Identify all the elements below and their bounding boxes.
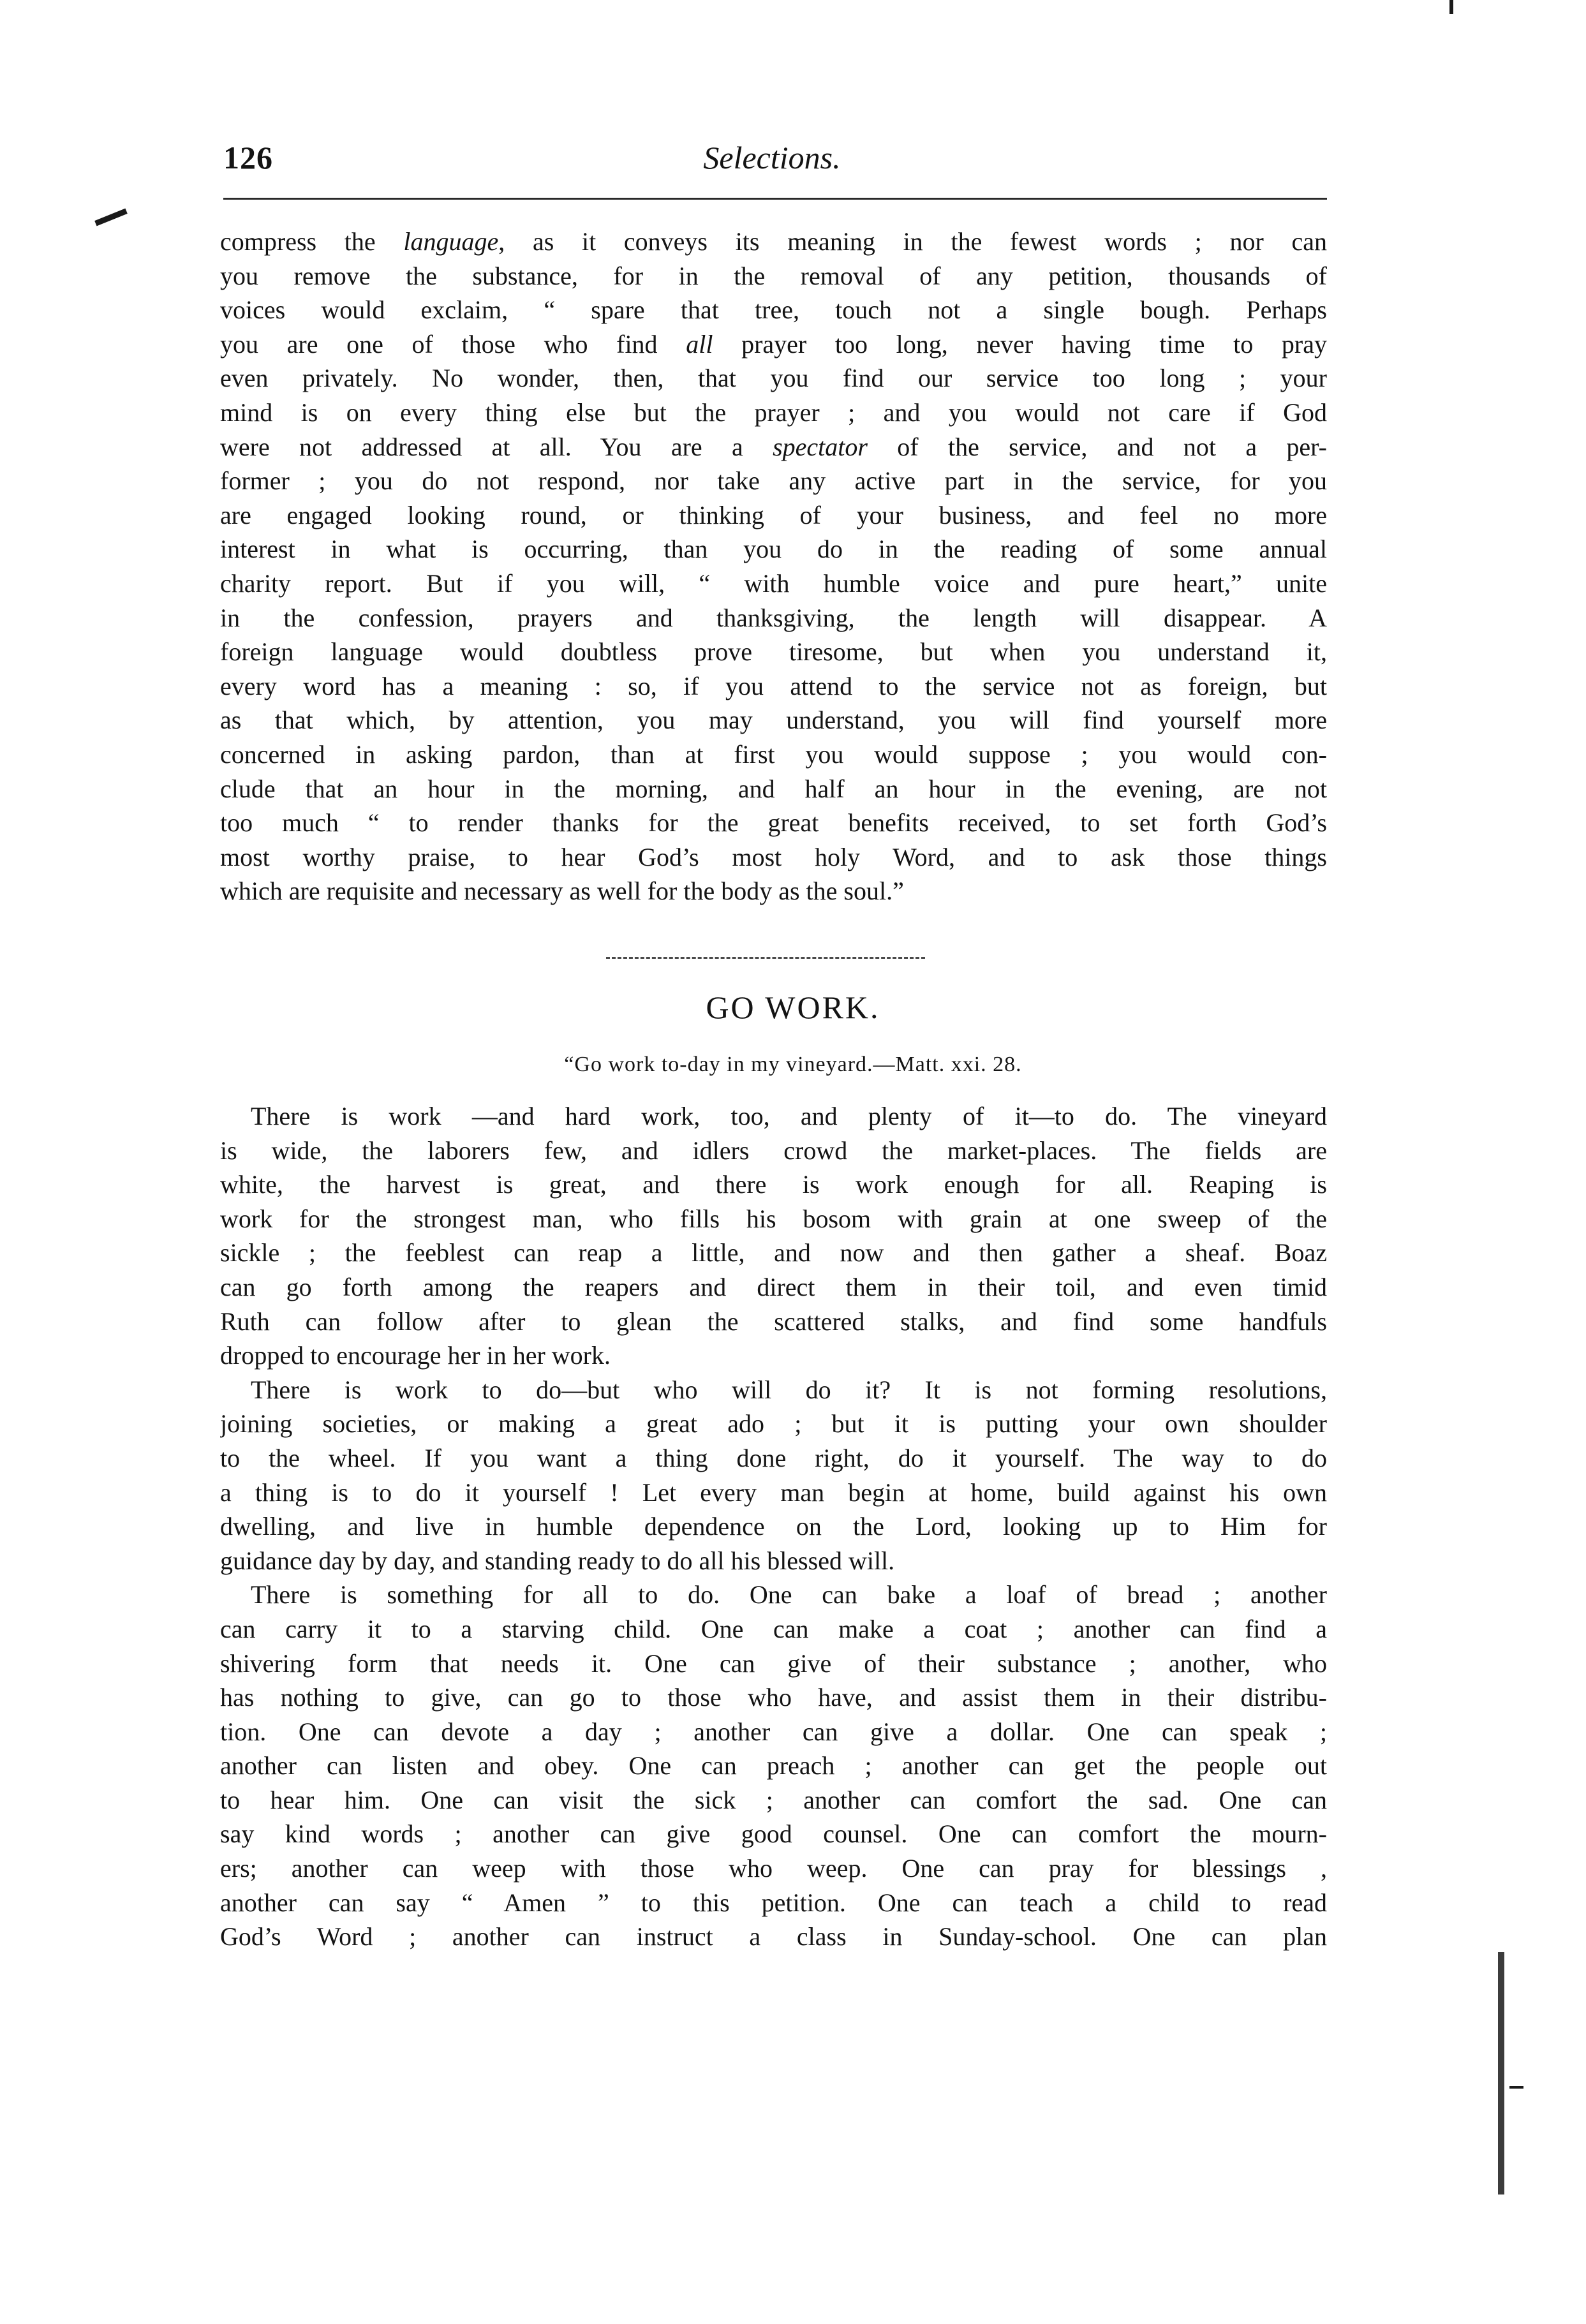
text-line: another can listen and obey. One can preach ; another can get the people out [220,1751,1327,1780]
text-line: concerned in asking pardon, than at first you would suppose ; you would con- [220,739,1327,769]
text-line: too much “ to render thanks for the great benefits received, to set forth God’s [220,808,1327,838]
text-line: another can say “ Amen ” to this petition. One can teach a child to read [220,1888,1327,1917]
text-line: every word has a meaning : so, if you attend to the service not as foreign, but [220,671,1327,700]
text-line: say kind words ; another can give good counsel. One can comfort the mourn- [220,1819,1327,1849]
text-line: sickle ; the feeblest can reap a little, and now and then gather a sheaf. Boaz [220,1238,1327,1268]
text-line: guidance day by day, and standing ready to do all his blessed will. [220,1546,895,1575]
scan-mark [1498,1952,1504,2194]
text-line: has nothing to give, can go to those who have, and assist them in their distribu- [220,1683,1327,1712]
running-head: Selections. [703,140,841,175]
text-line: shivering form that needs it. One can give of their substance ; another, who [220,1648,1327,1678]
text-line: as that which, by attention, you may understand, you will find yourself more [220,706,1327,735]
text-line: were not addressed at all. You are a spectator of the service, and not a per- [220,432,1327,461]
scan-mark [94,209,128,226]
section-body [220,1099,1327,1954]
text-line: mind is on every thing else but the prayer ; and you would not care if God [220,397,1327,427]
text-line: ers; another can weep with those who weep. One can pray for blessings , [220,1854,1327,1883]
text-line: interest in what is occurring, than you do in the reading of some annual [220,535,1327,564]
page-header [223,139,1321,184]
text-line: dropped to encourage her in her work. [220,1341,611,1370]
text-line: There is work to do—but who will do it? It is not forming resolutions, [251,1375,1327,1404]
text-line: is wide, the laborers few, and idlers crowd the market-places. The fields are [220,1136,1327,1165]
text-line: a thing is to do it yourself ! Let every man begin at home, build against his own [220,1477,1327,1507]
text-line: tion. One can devote a day ; another can give a dollar. One can speak ; [220,1717,1327,1746]
text-line: in the confession, prayers and thanksgiving, the length will disappear. A [220,603,1327,632]
text-line: Ruth can follow after to glean the scattered stalks, and find some handfuls [220,1306,1327,1336]
section-separator [606,957,925,959]
text-line: compress the language, as it conveys its meaning in the fewest words ; nor can [220,227,1327,256]
section-title: GO WORK. [706,989,880,1025]
text-line: joining societies, or making a great ado ; but it is putting your own shoulder [220,1409,1327,1439]
text-line: white, the harvest is great, and there is work enough for all. Reaping is [220,1170,1327,1199]
text-line: to the wheel. If you want a thing done right, do it yourself. The way to do [220,1443,1327,1472]
text-line: most worthy praise, to hear God’s most holy Word, and to ask those things [220,842,1327,871]
text-line: you are one of those who find all prayer too long, never having time to pray [220,329,1327,359]
text-line: you remove the substance, for in the removal of any petition, thousands of [220,261,1327,290]
text-line: even privately. No wonder, then, that you find our service too long ; your [220,364,1327,393]
text-line: can go forth among the reapers and direct them in their toil, and even timid [220,1272,1327,1301]
text-line: charity report. But if you will, “ with humble voice and pure heart,” unite [220,568,1327,598]
text-line: foreign language would doubtless prove tiresome, but when you understand it, [220,637,1327,667]
text-line: to hear him. One can visit the sick ; another can comfort the sad. One can [220,1785,1327,1814]
text-line: can carry it to a starving child. One can make a coat ; another can find a [220,1614,1327,1643]
page-number: 126 [223,140,273,175]
continued-paragraph [220,225,1327,908]
header-rule [223,198,1327,200]
text-line: clude that an hour in the morning, and half an hour in the evening, are not [220,774,1327,803]
text-line: God’s Word ; another can instruct a class in Sunday-school. One can plan [220,1922,1327,1951]
scan-mark [1449,0,1453,14]
text-line: dwelling, and live in humble dependence on the Lord, looking up to Him for [220,1512,1327,1541]
text-line: There is work —and hard work, too, and plenty of it—to do. The vineyard [251,1102,1327,1130]
epigraph: “Go work to-day in my vineyard.—Matt. xxi. 28. [564,1053,1022,1076]
scan-mark [1509,2086,1523,2089]
text-line: which are requisite and necessary as well for the body as the soul.” [220,877,904,906]
text-line: work for the strongest man, who fills his bosom with grain at one sweep of the [220,1204,1327,1233]
text-line: voices would exclaim, “ spare that tree, touch not a single bough. Perhaps [220,295,1327,325]
text-line: are engaged looking round, or thinking of your business, and feel no more [220,500,1327,529]
text-line: former ; you do not respond, nor take any active part in the service, for you [220,466,1327,496]
text-line: There is something for all to do. One can bake a loaf of bread ; another [251,1580,1327,1610]
